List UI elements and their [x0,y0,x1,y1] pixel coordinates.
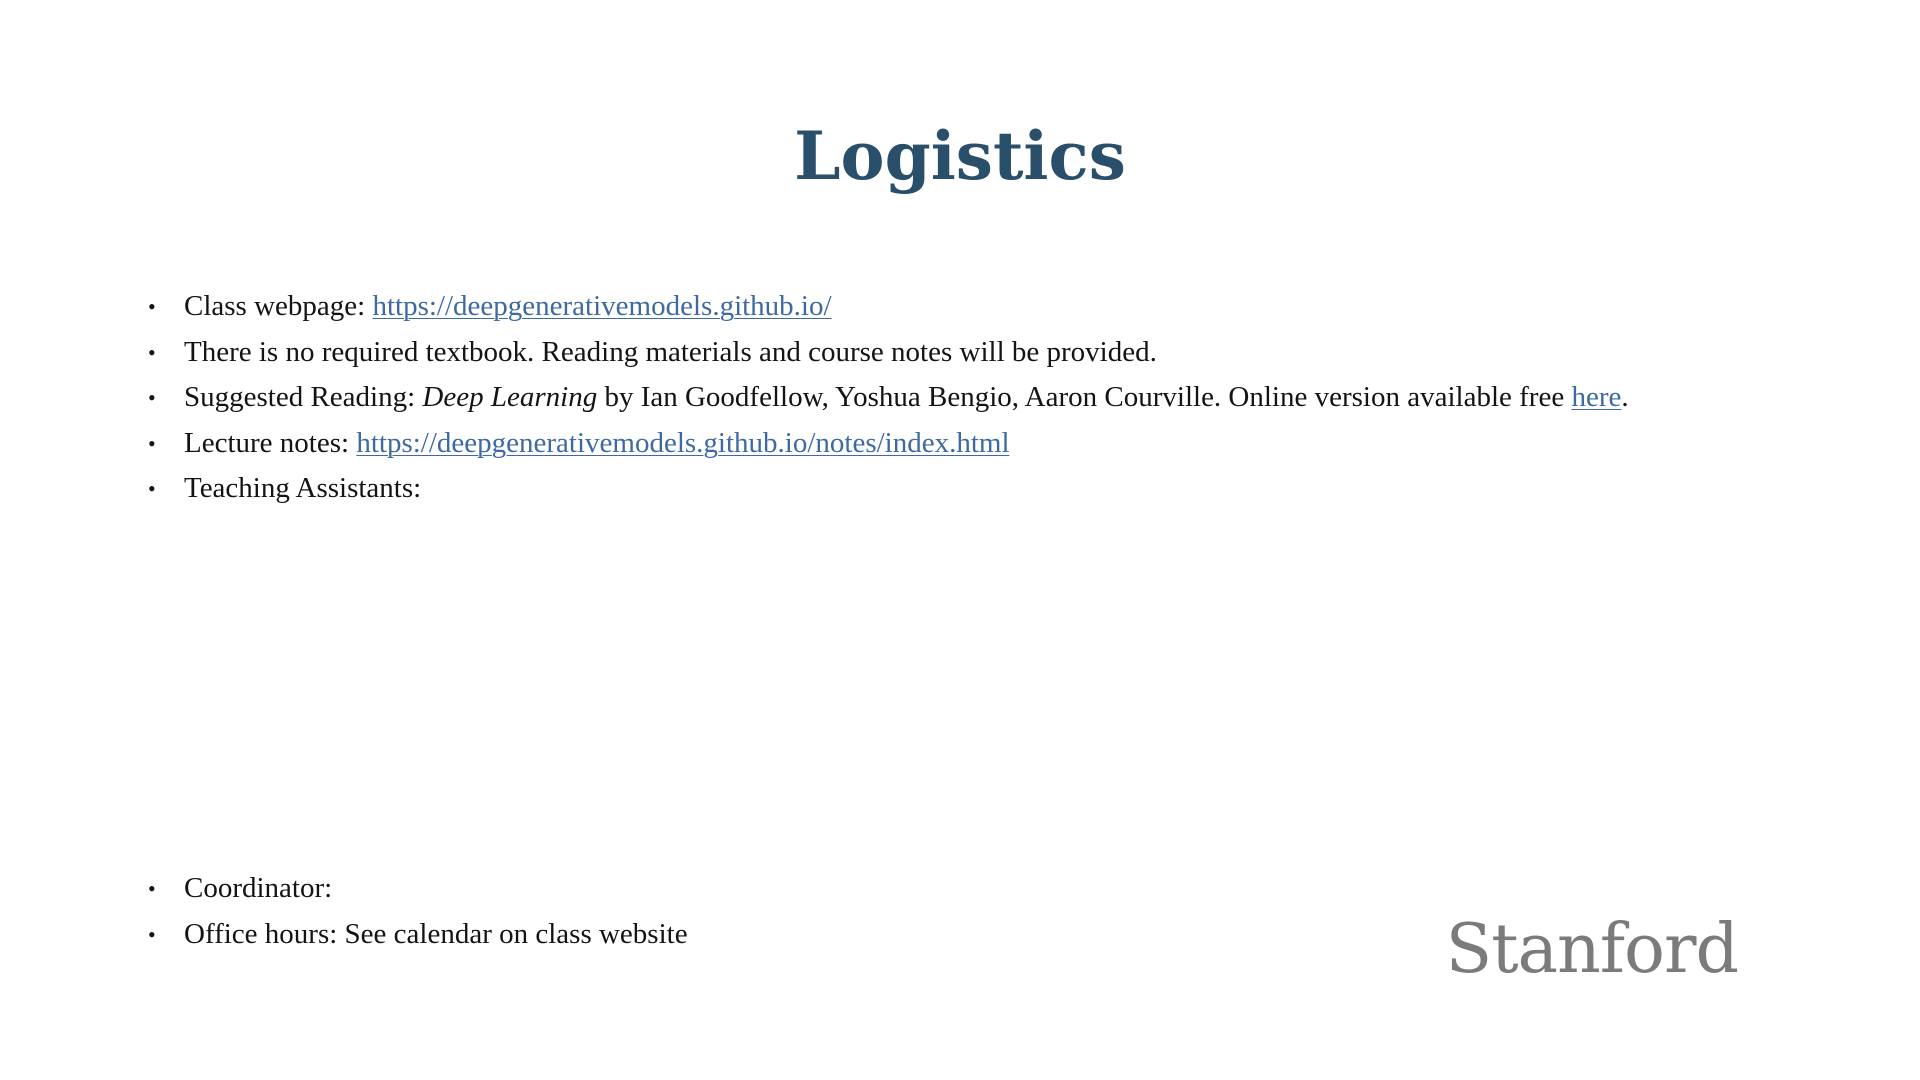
class-webpage-label: Class webpage: [184,290,373,322]
reading-here-link[interactable]: here [1571,381,1622,413]
stanford-logo: Stanford [1445,910,1738,989]
bullet-textbook [148,330,1629,376]
bullet-teaching-assistants [148,466,1629,512]
reading-suffix: . [1621,381,1629,413]
lecture-notes-label: Lecture notes: [184,426,357,459]
bullet-list-secondary [148,866,688,957]
slide-title: Logistics [794,117,1126,195]
office-hours-text: Office hours: See calendar on class website [184,917,688,950]
bullet-class-webpage [148,284,1629,330]
reading-book-title: Deep Learning [422,381,598,413]
class-webpage-link[interactable]: https://deepgenerativemodels.github.io/ [372,290,832,322]
coordinator-label: Coordinator: [184,872,333,904]
bullet-coordinator [148,866,688,912]
bullet-office-hours [148,912,688,958]
bullet-lecture-notes [148,421,1629,467]
bullet-list-main [148,284,1629,512]
teaching-assistants-label: Teaching Assistants: [184,472,422,504]
textbook-text: There is no required textbook. Reading materials and course notes will be provided. [184,335,1157,368]
bullet-suggested-reading [148,375,1629,421]
lecture-notes-link[interactable]: https://deepgenerativemodels.github.io/notes/index.html [356,426,1010,459]
reading-authors: by Ian Goodfellow, Yoshua Bengio, Aaron Courville. Online version available free [597,381,1572,413]
reading-prefix: Suggested Reading: [184,381,423,413]
